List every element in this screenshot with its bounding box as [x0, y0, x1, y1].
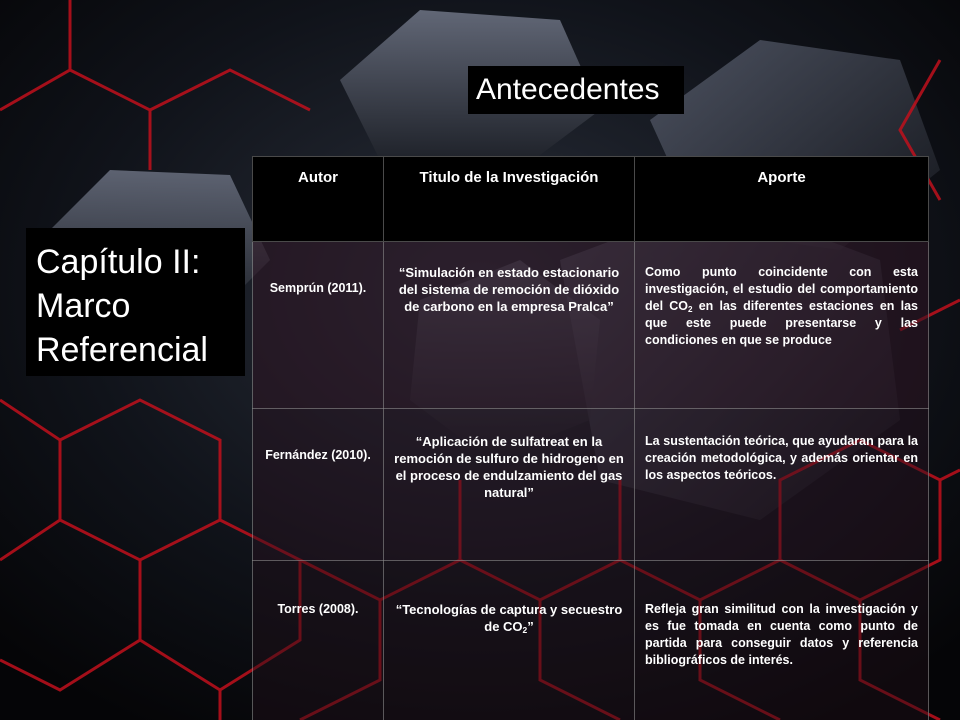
cell-titulo: “Simulación en estado estacionario del sistema de remoción de dióxido de carbono en la empresa Pralca” [384, 242, 635, 409]
antecedentes-table [252, 156, 929, 720]
table-row [253, 242, 929, 409]
aporte-text: en las diferentes estaciones en las que este puede presentarse y las condiciones en que se produce [645, 299, 918, 347]
chapter-title [26, 228, 245, 376]
titulo-text: ” [527, 619, 534, 634]
column-header-titulo: Titulo de la Investigación [384, 157, 635, 242]
cell-autor: Semprún (2011). [253, 242, 384, 409]
cell-aporte: La sustentación teórica, que ayudaran para la creación metodológica, y además orientar en los aspectos teóricos. [635, 409, 929, 561]
chapter-title-line: Referencial [36, 331, 208, 369]
column-header-autor: Autor [253, 157, 384, 242]
aporte-text: Como punto coincidente con esta investigación, el estudio del comportamiento del CO [645, 265, 918, 313]
cell-titulo: “Aplicación de sulfatreat en la remoción de sulfuro de hidrogeno en el proceso de endulzamiento del gas natural” [384, 409, 635, 561]
chapter-title-line: Marco [36, 287, 131, 325]
column-header-aporte: Aporte [635, 157, 929, 242]
cell-autor: Fernández (2010). [253, 409, 384, 561]
titulo-text: “Tecnologías de captura y secuestro de CO [395, 602, 623, 634]
cell-aporte: Refleja gran similitud con la investigación y es fue tomada en cuenta como punto de partida para conseguir datos y referencia bibliográficos de interés. [635, 561, 929, 720]
table-row [253, 409, 929, 561]
subscript: 2 [522, 625, 528, 636]
cell-aporte [635, 242, 929, 409]
subscript: 2 [688, 305, 693, 315]
cell-titulo [384, 561, 635, 720]
table-header-row [253, 157, 929, 242]
table-row [253, 561, 929, 720]
chapter-title-line: Capítulo II: [36, 243, 201, 281]
cell-autor: Torres (2008). [253, 561, 384, 720]
slide-heading: Antecedentes [468, 66, 684, 114]
